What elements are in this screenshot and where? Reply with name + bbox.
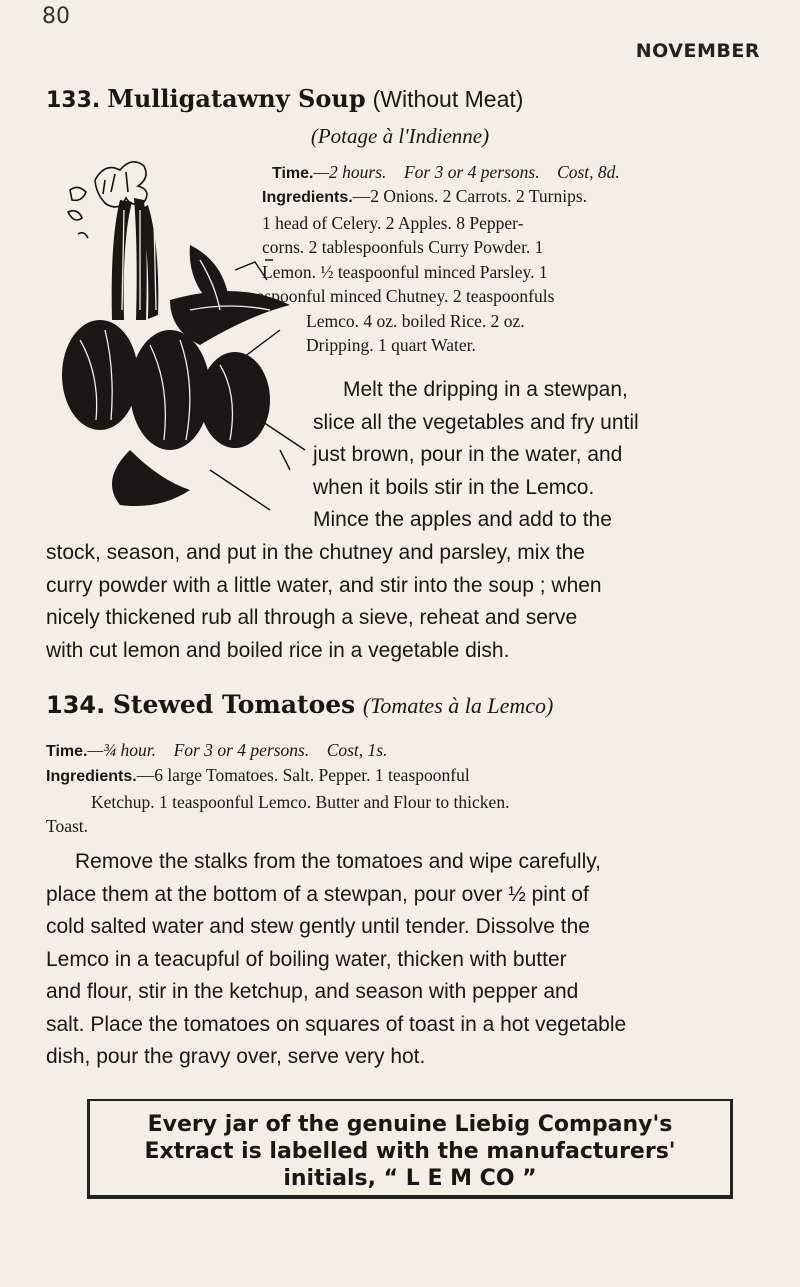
method-line: and flour, stir in the ketchup, and season with pepper and (46, 980, 579, 1003)
notice-line: Every jar of the genuine Liebig Company's (147, 1112, 673, 1137)
ingredients-line: Toast. (46, 816, 89, 836)
method-line: curry powder with a little water, and stir into the soup ; when (46, 573, 602, 597)
method-line: when it boils stir in the Lemco. (313, 475, 595, 499)
recipe-number: 134. (46, 691, 106, 719)
recipe-133-time-line (272, 160, 620, 187)
method-line: Lemco in a teacupful of boiling water, thicken with butter (46, 947, 567, 971)
recipe-133-title (46, 84, 523, 113)
ingredients-line: Lemco. 4 oz. boiled Rice. 2 oz. (306, 310, 525, 331)
running-head: NOVEMBER (635, 40, 760, 62)
recipe-name: Stewed Tomatoes (112, 690, 356, 719)
recipe-133-ingredients (244, 184, 588, 358)
method-line: with cut lemon and boiled rice in a vegetable dish. (46, 638, 510, 662)
method-line: slice all the vegetables and fry until (313, 410, 639, 434)
recipe-134-ingredients (46, 763, 509, 839)
ingredients-line: —2 Onions. 2 Carrots. 2 Turnips. (352, 186, 588, 206)
ingredients-line: teaspoonful minced Chutney. 2 teaspoonfuls (244, 286, 555, 306)
ingredients-label: Ingredients. (262, 189, 353, 206)
method-line: nicely thickened rub all through a sieve, reheat and serve (46, 606, 578, 629)
method-line: dish, pour the gravy over, serve very hot. (46, 1045, 426, 1068)
lemco-notice-box (87, 1099, 733, 1199)
method-line: Mince the apples and add to the (313, 508, 612, 531)
cost: Cost, 8d. (557, 162, 620, 182)
recipe-alt-title: (Tomates à la Lemco) (362, 693, 554, 718)
time-value: —2 hours. (313, 162, 387, 182)
ingredients-line: Ketchup. 1 teaspoonful Lemco. Butter and Flour to thicken. (91, 791, 510, 812)
method-line: stock, season, and put in the chutney and parsley, mix the (46, 541, 585, 564)
recipe-note: (Without Meat) (372, 86, 524, 112)
method-line: salt. Place the tomatoes on squares of toast in a hot vegetable (46, 1012, 627, 1036)
notice-line: Extract is labelled with the manufacturers' (144, 1139, 676, 1164)
page-number: 80 (42, 4, 70, 29)
ingredients-line: 1 head of Celery. 2 Apples. 8 Pepper- (262, 212, 524, 233)
recipe-134-title (46, 690, 553, 719)
recipe-name: Mulligatawny Soup (107, 84, 366, 113)
recipe-133-method-full (46, 537, 756, 667)
ingredients-line: Lemon. ½ teaspoonful minced Parsley. 1 (262, 261, 548, 282)
recipe-number: 133. (46, 88, 101, 113)
method-line: just brown, pour in the water, and (313, 443, 623, 466)
method-line: place them at the bottom of a stewpan, pour over ½ pint of (46, 882, 589, 906)
method-line: Melt the dripping in a stewpan, (343, 378, 628, 401)
method-line: Remove the stalks from the tomatoes and wipe carefully, (75, 850, 602, 873)
recipe-134-time-line (46, 738, 387, 765)
persons: For 3 or 4 persons. (403, 162, 540, 182)
recipe-133-method-indented (313, 374, 756, 537)
ingredients-line: Dripping. 1 quart Water. (306, 335, 476, 355)
ingredients-line: —6 large Tomatoes. Salt. Pepper. 1 teaspoonful (136, 765, 470, 785)
persons: For 3 or 4 persons. (173, 740, 310, 760)
cost: Cost, 1s. (326, 740, 388, 760)
time-value: —¾ hour. (87, 740, 157, 760)
recipe-134-method (46, 846, 756, 1074)
ingredients-label: Ingredients. (46, 768, 137, 785)
time-label: Time. (272, 165, 314, 182)
notice-line: initials, “ L E M CO ” (283, 1166, 537, 1191)
ingredients-line: corns. 2 tablespoonfuls Curry Powder. 1 (262, 237, 544, 257)
time-label: Time. (46, 743, 88, 760)
recipe-133-subtitle: (Potage à l'Indienne) (310, 124, 490, 148)
method-line: cold salted water and stew gently until tender. Dissolve the (46, 915, 590, 938)
